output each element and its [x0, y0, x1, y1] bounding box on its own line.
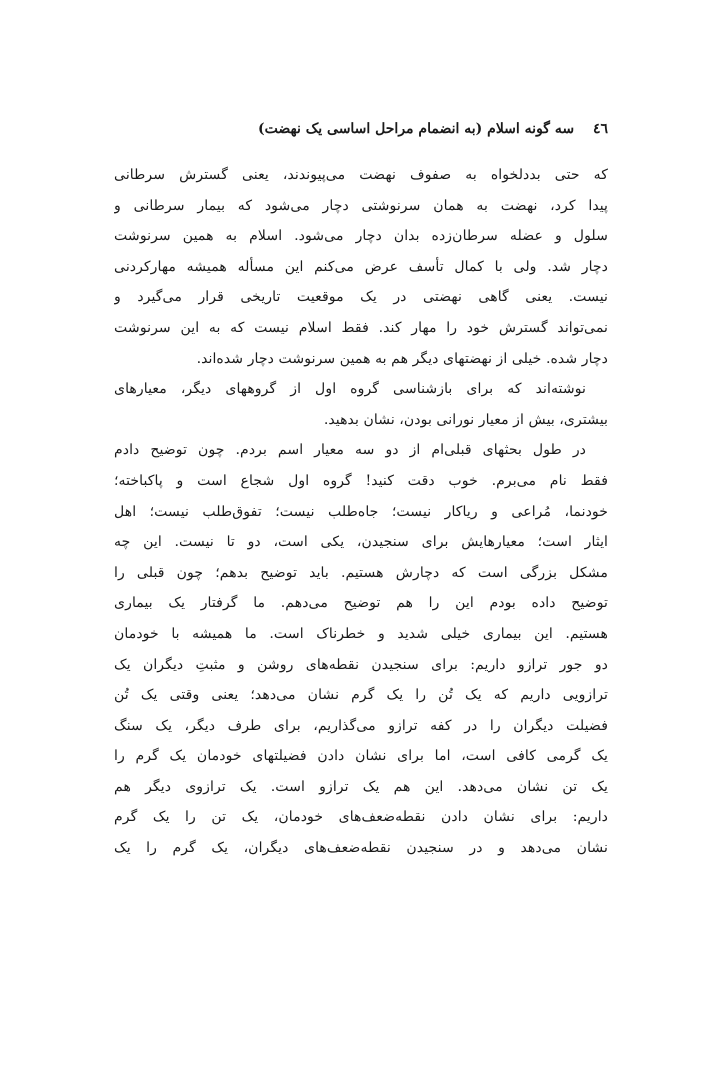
- text-line: پیدا کرد، نهضت به همان سرنوشتی دچار می‌شود که بیمار سرطانی و: [114, 197, 608, 214]
- text-line: مشکل بزرگی است که دچارش هستیم. باید توضیح بدهم؛ چون قبلی را: [114, 564, 608, 581]
- text-line: یک گرمی کافی است، اما برای نشان دادن فضیلتهای خودمان یک گرم را: [114, 748, 608, 765]
- text-line: هستیم. این بیماری خیلی شدید و خطرناک است. ما همیشه با خودمان: [114, 625, 608, 642]
- text-line: نمی‌تواند گسترش خود را مهار کند. فقط اسلام نیست که به این سرنوشت: [114, 319, 608, 336]
- text-line: دچار شد. ولی با کمال تأسف عرض می‌کنم این مسأله همیشه مهارکردنی: [114, 258, 608, 275]
- text-line: نشان می‌دهد و در سنجیدن نقطه‌ضعف‌های دیگران، یک گرم را یک: [114, 840, 608, 857]
- text-line: نوشته‌اند که برای بازشناسی گروه اول از گروههای دیگر، معیارهای: [114, 381, 586, 398]
- text-line: سلول و عضله سرطان‌زده بدان دچار می‌شود. اسلام به همین سرنوشت: [114, 228, 608, 245]
- text-line: که حتی بددلخواه به صفوف نهضت می‌پیوندند، یعنی گسترش سرطانی: [114, 167, 608, 183]
- body-text: [114, 160, 608, 864]
- text-line: نیست. یعنی گاهی نهضتی در یک موقعیت تاریخی قرار می‌گیرد و: [114, 289, 608, 306]
- text-line: ایثار است؛ معیارهایش برای سنجیدن، یکی است، دو تا نیست. این چه: [114, 534, 608, 551]
- running-header: [108, 116, 608, 142]
- text-line: در طول بحثهای قبلی‌ام از دو سه معیار اسم بردم. چون توضیح دادم: [114, 442, 586, 459]
- text-line: بیشتری، بیش از معیار نورانی بودن، نشان بدهید.: [323, 411, 608, 428]
- text-line: دو جور ترازو داریم: برای سنجیدن نقطه‌های روشن و مثبتِ دیگران یک: [114, 656, 608, 673]
- text-line: داریم: برای نشان دادن نقطه‌ضعف‌های خودمان، یک تن را یک گرم: [114, 809, 608, 826]
- text-line: توضیح داده بودم این را هم توضیح می‌دهم. ما گرفتار یک بیماری: [114, 595, 608, 612]
- text-line: فضیلت دیگران را در کفه ترازو می‌گذاریم، برای طرف دیگر، یک سنگ: [114, 717, 608, 734]
- running-title: سه گونه اسلام (به انضمام مراحل اساسی یک نهضت): [257, 121, 575, 137]
- page-number: ٤٦: [592, 121, 608, 137]
- text-line: ترازویی داریم که یک تُن را یک گرم نشان می‌دهد؛ یعنی وقتی یک تُن: [114, 687, 608, 704]
- text-line: فقط نام می‌برم. خوب دقت کنید! گروه اول شجاع است و پاکباخته؛: [114, 472, 608, 489]
- text-line: خودنما، مُراعی و ریاکار نیست؛ جاه‌طلب نیست؛ تفوق‌طلب نیست؛ اهل: [114, 503, 608, 520]
- text-line: دچار شده. خیلی از نهضتهای دیگر هم به همین سرنوشت دچار شده‌اند.: [196, 350, 608, 367]
- text-line: یک تن نشان می‌دهد. این هم یک ترازو است. یک ترازوی دیگر هم: [114, 778, 608, 795]
